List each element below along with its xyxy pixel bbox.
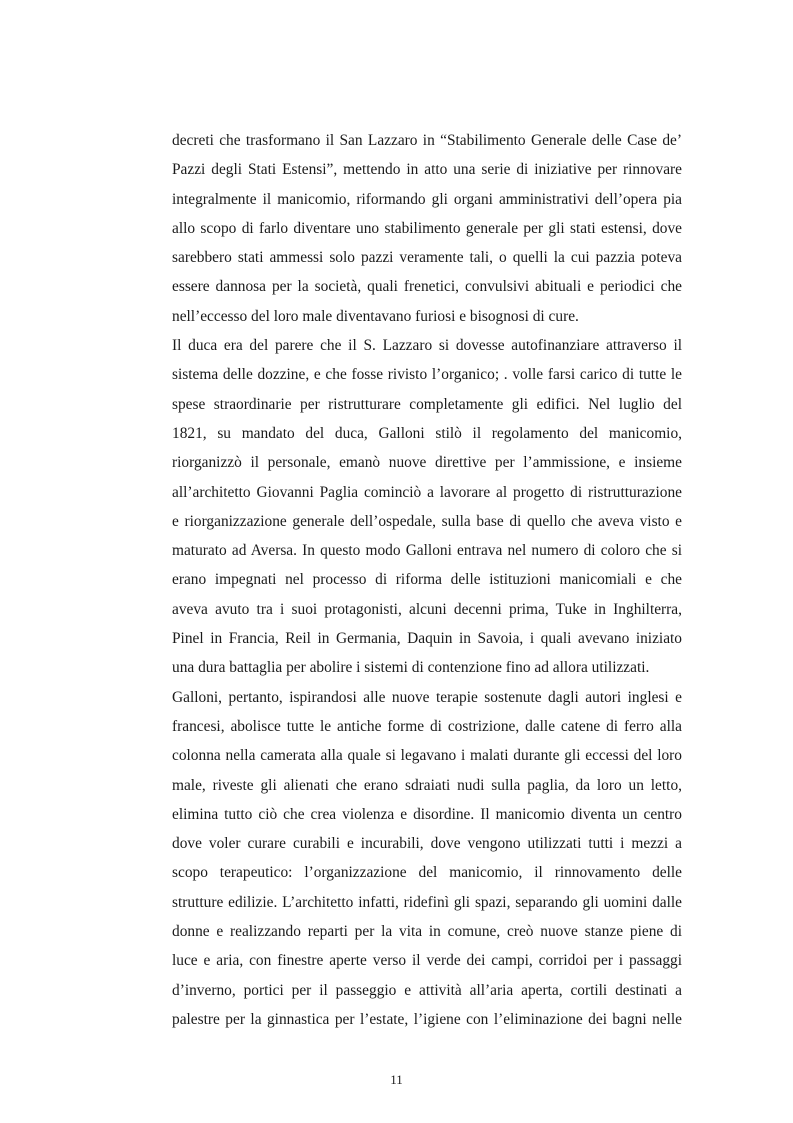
text-line: elimina tutto ciò che crea violenza e disordine. Il manicomio diventa un centro: [172, 805, 682, 823]
text-line: erano impegnati nel processo di riforma delle istituzioni manicomiali e che: [172, 571, 682, 589]
text-line: palestre per la ginnastica per l’estate, l’igiene con l’eliminazione dei bagni nelle: [172, 1010, 682, 1028]
text-line: male, riveste gli alienati che erano sdraiati nudi sulla paglia, da loro un letto,: [172, 776, 682, 794]
text-line: sistema delle dozzine, e che fosse rivisto l’organico; . volle farsi carico di tutte le: [172, 366, 682, 384]
text-line: luce e aria, con finestre aperte verso il verde dei campi, corridoi per i passaggi: [172, 952, 682, 970]
text-line: sarebbero stati ammessi solo pazzi veramente tali, o quelli la cui pazzia poteva: [172, 249, 682, 267]
text-line: decreti che trasformano il San Lazzaro in “Stabilimento Generale delle Case de’: [172, 132, 682, 149]
text-line: maturato ad Aversa. In questo modo Galloni entrava nel numero di coloro che si: [172, 542, 682, 560]
text-line: Pazzi degli Stati Estensi”, mettendo in atto una serie di iniziative per rinnovare: [172, 161, 682, 179]
text-line: riorganizzò il personale, emanò nuove direttive per l’ammissione, e insieme: [172, 454, 682, 472]
text-line: donne e realizzando reparti per la vita in comune, creò nuove stanze piene di: [172, 923, 682, 941]
text-line: colonna nella camerata alla quale si legavano i malati durante gli eccessi del loro: [172, 747, 682, 765]
text-line: Pinel in Francia, Reil in Germania, Daquin in Savoia, i quali avevano iniziato: [172, 630, 682, 648]
text-line: d’inverno, portici per il passeggio e attività all’aria aperta, cortili destinati a: [172, 981, 682, 999]
text-line: Galloni, pertanto, ispirandosi alle nuove terapie sostenute dagli autori inglesi e: [172, 688, 682, 706]
text-line: spese straordinarie per ristrutturare completamente gli edifici. Nel luglio del: [172, 395, 682, 413]
text-line: 1821, su mandato del duca, Galloni stilò il regolamento del manicomio,: [172, 424, 682, 442]
text-line: all’architetto Giovanni Paglia cominciò a lavorare al progetto di ristrutturazione: [172, 483, 682, 501]
text-line: allo scopo di farlo diventare uno stabilimento generale per gli stati estensi, dove: [172, 219, 682, 237]
text-line: e riorganizzazione generale dell’ospedale, sulla base di quello che aveva visto e: [172, 512, 682, 530]
text-line: nell’eccesso del loro male diventavano furiosi e bisognosi di cure.: [172, 307, 579, 325]
text-line: strutture edilizie. L’architetto infatti, ridefinì gli spazi, separando gli uomini dalle: [172, 893, 682, 911]
body-text: [172, 126, 682, 1034]
text-line: essere dannosa per la società, quali frenetici, convulsivi abituali e periodici che: [172, 278, 682, 296]
text-line: aveva avuto tra i suoi protagonisti, alcuni decenni prima, Tuke in Inghilterra,: [172, 600, 682, 618]
text-line: integralmente il manicomio, riformando gli organi amministrativi dell’opera pia: [172, 190, 682, 208]
page-number: 11: [390, 1072, 403, 1087]
text-line: una dura battaglia per abolire i sistemi di contenzione fino ad allora utilizzati.: [172, 659, 650, 677]
text-line: dove voler curare curabili e incurabili, dove vengono utilizzati tutti i mezzi a: [172, 835, 682, 853]
text-line: scopo terapeutico: l’organizzazione del manicomio, il rinnovamento delle: [172, 864, 682, 882]
text-line: Il duca era del parere che il S. Lazzaro si dovesse autofinanziare attraverso il: [172, 337, 682, 355]
text-line: francesi, abolisce tutte le antiche forme di costrizione, dalle catene di ferro alla: [172, 717, 682, 735]
